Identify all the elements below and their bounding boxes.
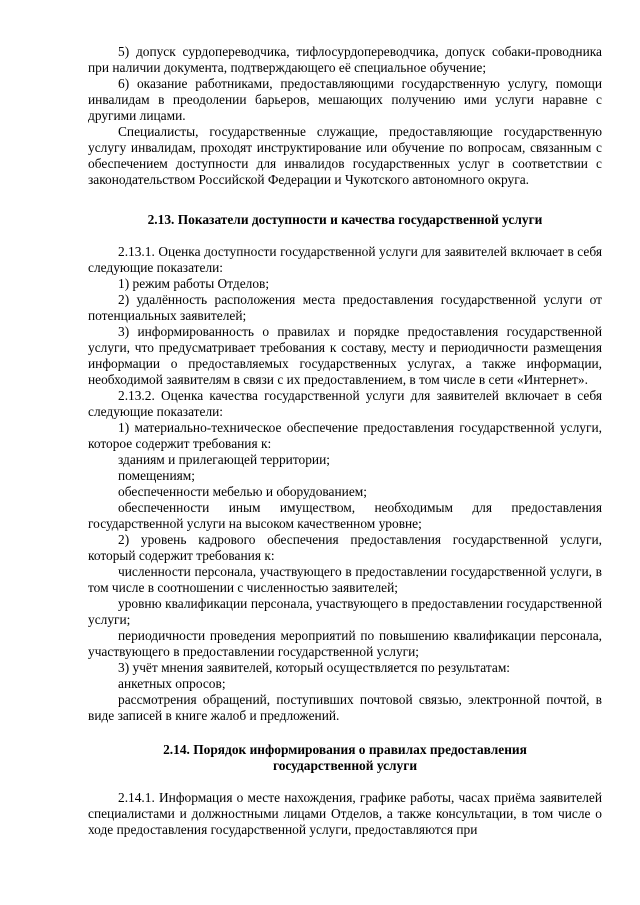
paragraph-premises: помещениям;: [118, 468, 195, 483]
paragraph-item-5: 5) допуск сурдопереводчика, тифлосурдопереводчика, допуск собаки-проводника при наличии документа, подтверждающего её специальное обучение;: [88, 44, 602, 75]
paragraph-surveys: анкетных опросов;: [118, 676, 226, 691]
paragraph-property: обеспеченности иным имуществом, необходимым для предоставления государственной услуги на высоком качественном уровне;: [88, 500, 602, 531]
paragraph-2-14-1: 2.14.1. Информация о месте нахождения, графике работы, часах приёма заявителей специалистами и должностными лицами Отделов, а также консультации, в том числе о ходе предоставления государственной услуги, предоставляются при: [88, 790, 602, 837]
section-2-14-heading-line2: государственной услуги: [272, 758, 418, 773]
paragraph-opinion: 3) учёт мнения заявителей, который осуществляется по результатам:: [118, 660, 511, 675]
paragraph-staffing: 2) уровень кадрового обеспечения предоставления государственной услуги, который содержит требования к:: [88, 532, 602, 563]
intro-block: [88, 44, 602, 188]
section-2-13-heading-wrap: [88, 212, 602, 228]
paragraph-furniture: обеспеченности мебелью и оборудованием;: [118, 484, 367, 499]
paragraph-2-13-1: 2.13.1. Оценка доступности государственной услуги для заявителей включает в себя следующие показатели:: [88, 244, 602, 275]
section-2-14-body: [88, 790, 602, 838]
paragraph-specialists: Специалисты, государственные служащие, предоставляющие государственную услугу инвалидам, проходят инструктирование или обучение по вопросам, связанным с обеспечением доступности для инвалидов государственных услуг в соответствии с законодательством Российской Федерации и Чукотского автономного округа.: [88, 124, 602, 187]
paragraph-complaints: рассмотрения обращений, поступивших почтовой связью, электронной почтой, в виде записей в книге жалоб и предложений.: [88, 692, 602, 723]
paragraph-item-6: 6) оказание работниками, предоставляющими государственную услугу, помощи инвалидам в преодолении барьеров, мешающих получению ими услуги наравне с другими лицами.: [88, 76, 602, 123]
paragraph-distance: 2) удалённость расположения места предоставления государственной услуги от потенциальных заявителей;: [88, 292, 602, 323]
section-2-14-heading-line1: 2.14. Порядок информирования о правилах предоставления: [163, 742, 527, 757]
section-2-14-heading-wrap: [88, 742, 602, 774]
paragraph-2-13-2: 2.13.2. Оценка качества государственной услуги для заявителей включает в себя следующие показатели:: [88, 388, 602, 419]
paragraph-awareness: 3) информированность о правилах и порядке предоставления государственной услуги, что предусматривает требования к составу, месту и периодичности размещения информации о предоставляемых государственных услугах, а также информации, необходимой заявителям в связи с их предоставлением, в том числе в сети «Интернет».: [88, 324, 602, 387]
section-2-13-body: [88, 244, 602, 724]
paragraph-training: периодичности проведения мероприятий по повышению квалификации персонала, участвующего в предоставлении государственной услуги;: [88, 628, 602, 659]
paragraph-buildings: зданиям и прилегающей территории;: [118, 452, 330, 467]
paragraph-headcount: численности персонала, участвующего в предоставлении государственной услуги, в том числе в соотношении с численностью заявителей;: [88, 564, 602, 595]
paragraph-work-hours: 1) режим работы Отделов;: [118, 276, 270, 291]
paragraph-material: 1) материально-техническое обеспечение предоставления государственной услуги, которое содержит требования к:: [88, 420, 602, 451]
section-2-13-heading: 2.13. Показатели доступности и качества государственной услуги: [147, 212, 543, 227]
paragraph-qualification: уровню квалификации персонала, участвующего в предоставлении государственной услуги;: [88, 596, 602, 627]
